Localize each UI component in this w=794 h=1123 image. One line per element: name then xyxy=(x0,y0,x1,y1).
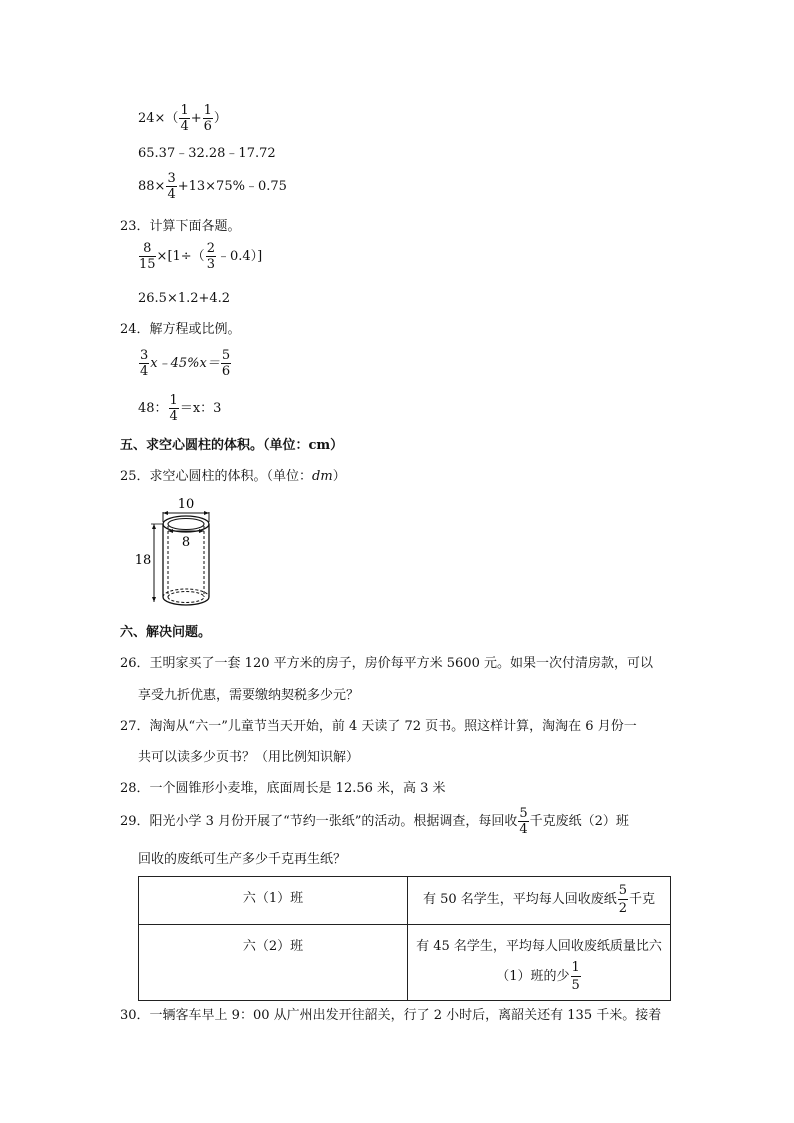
table-cell: 六（1）班 xyxy=(139,877,408,925)
inner-diameter-label: 8 xyxy=(181,535,191,550)
table-cell: 有 45 名学生，平均每人回收废纸质量比六 （1）班的少 $\frac{1}{5}$ xyxy=(408,925,671,1001)
fraction: $\frac{5}{2}$ xyxy=(618,883,628,916)
fraction: $\frac{1}{4}$ xyxy=(169,393,178,424)
question-23a: $\frac{8}{15}$ ×[1÷（ $\frac{2}{3}$ ﹣0.4）] xyxy=(139,241,263,272)
calc-item-3: 88× $\frac{3}{4}$ +13×75%﹣0.75 xyxy=(138,171,287,202)
question-28: 28．一个圆锥形小麦堆，底面周长是 12.56 米，高 3 米 xyxy=(120,781,446,796)
height-label: 18 xyxy=(135,553,152,568)
section-6-heading: 六、解决问题。 xyxy=(120,625,212,640)
fraction: $\frac{1}{6}$ xyxy=(203,103,212,134)
table-cell: 有 50 名学生，平均每人回收废纸 $\frac{5}{2}$ 千克 xyxy=(408,877,671,925)
fraction: $\frac{3}{4}$ xyxy=(140,348,149,379)
question-27-line2: 共可以读多少页书？（用比例知识解） xyxy=(138,750,360,765)
question-26-line2: 享受九折优惠，需要缴纳契税多少元？ xyxy=(138,688,360,703)
fraction: $\frac{8}{15}$ xyxy=(139,241,156,272)
fraction: $\frac{1}{5}$ xyxy=(571,960,580,993)
section-5-heading: 五、求空心圆柱的体积。（单位：cm） xyxy=(120,438,344,453)
top-inner-ellipse xyxy=(168,519,204,530)
question-24b: 48： $\frac{1}{4}$ ＝x：3 xyxy=(138,393,222,424)
question-25: 25．求空心圆柱的体积。（单位：dm） xyxy=(120,469,346,484)
table-row xyxy=(139,925,671,1001)
question-30-line1: 30．一辆客车早上 9：00 从广州出发开往韶关，行了 2 小时后，离韶关还有 135 千米。接着 xyxy=(120,1008,662,1023)
fraction: $\frac{5}{6}$ xyxy=(221,348,231,379)
fraction: $\frac{3}{4}$ xyxy=(167,171,176,202)
question-29-line1: 29．阳光小学 3 月份开展了“节约一张纸”的活动。根据调查，每回收 $\frac{5}{4}$ 千克废纸（2）班 xyxy=(120,806,629,837)
fraction: $\frac{1}{4}$ xyxy=(180,103,189,134)
question-29-line2: 回收的废纸可生产多少千克再生纸？ xyxy=(138,852,347,867)
question-24a: $\frac{3}{4}$ x﹣45%x＝ $\frac{5}{6}$ xyxy=(140,348,231,379)
outer-diameter-label: 10 xyxy=(177,497,195,512)
question-27-line1: 27．淘淘从“六一”儿童节当天开始，前 4 天读了 72 页书。照这样计算，淘淘在 6 月份一 xyxy=(120,719,637,734)
table-row xyxy=(139,877,671,925)
calc-item-1: 24×（ $\frac{1}{4}$ + $\frac{1}{6}$ ） xyxy=(138,103,227,134)
table-cell: 六（2）班 xyxy=(139,925,408,1001)
hollow-cylinder-figure xyxy=(135,492,215,612)
question-24-title: 24．解方程或比例。 xyxy=(120,322,241,337)
question-23-title: 23．计算下面各题。 xyxy=(120,219,241,234)
fraction: $\frac{5}{4}$ xyxy=(519,806,528,837)
fraction: $\frac{2}{3}$ xyxy=(206,241,215,272)
question-23b: 26.5×1.2+4.2 xyxy=(138,291,231,306)
class-data-table xyxy=(138,876,671,1001)
question-26-line1: 26．王明家买了一套 120 平方米的房子，房价每平方米 5600 元。如果一次付清房款，可以 xyxy=(120,656,653,671)
calc-item-2: 65.37﹣32.28﹣17.72 xyxy=(138,146,276,161)
